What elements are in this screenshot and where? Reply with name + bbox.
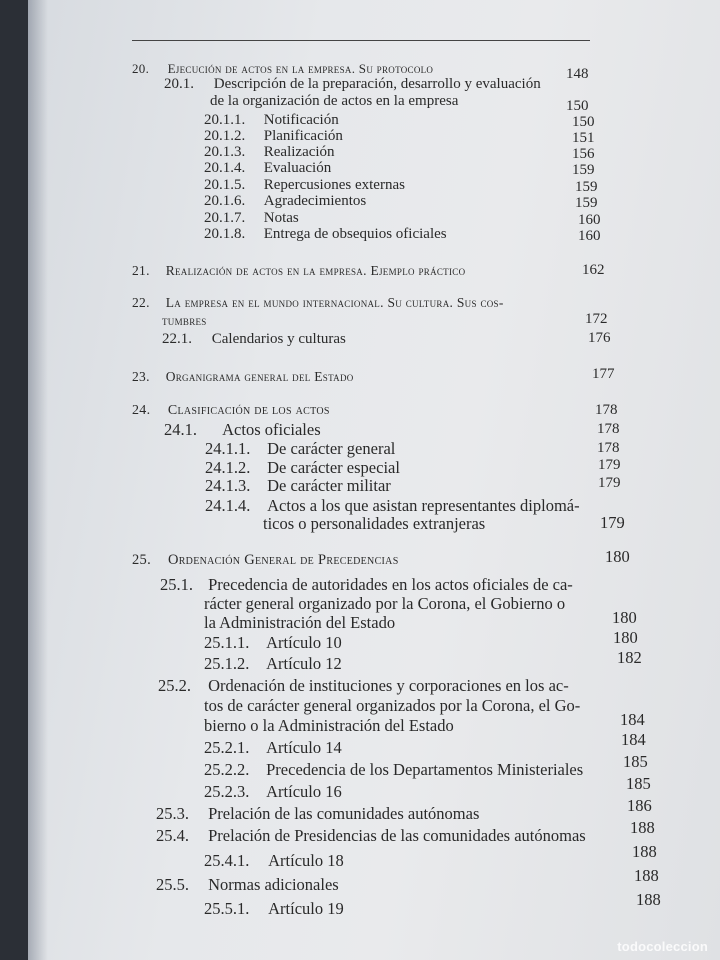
- entry-page: 178: [597, 421, 620, 437]
- entry-page: 178: [597, 440, 620, 456]
- toc-entry-25-1-1: [204, 633, 342, 652]
- entry-title: rácter general organizado por la Corona, el Gobierno o: [204, 594, 566, 613]
- toc-entry-25: [132, 552, 399, 569]
- entry-page: 185: [623, 752, 648, 771]
- entry-title: De carácter militar: [267, 476, 391, 495]
- toc-entry-20-1-1: [204, 112, 339, 129]
- entry-number: 25.4.: [156, 826, 189, 845]
- entry-number: 20.1.6.: [204, 193, 246, 209]
- entry-page: 188: [630, 818, 655, 837]
- entry-page: 180: [605, 547, 630, 566]
- entry-number: 24.1.: [164, 420, 197, 439]
- entry-title: Descripción de la preparación, desarrollo y evaluación: [213, 76, 541, 92]
- toc-entry-20-1-7: [204, 210, 299, 227]
- entry-page: 188: [632, 842, 657, 861]
- entry-title: Realización: [263, 144, 335, 160]
- entry-number: 24.1.3.: [205, 476, 251, 495]
- entry-number: 24.1.2.: [205, 458, 251, 477]
- entry-title: Clasificación de los actos: [167, 403, 330, 418]
- entry-title: bierno o la Administración del Estado: [204, 716, 454, 735]
- entry-number: 25.2.1.: [204, 738, 250, 757]
- entry-title: Entrega de obsequios oficiales: [263, 226, 447, 242]
- toc-entry-22: [132, 294, 504, 311]
- entry-number: 25.: [132, 552, 152, 568]
- entry-number: 22.: [132, 295, 150, 310]
- entry-number: 20.1.4.: [204, 160, 246, 176]
- entry-title: Repercusiones externas: [263, 177, 405, 193]
- entry-number: 25.2.: [158, 676, 191, 695]
- toc-entry-20-1-5: [204, 177, 405, 194]
- entry-page: 178: [595, 402, 618, 418]
- entry-page: 159: [575, 179, 598, 195]
- toc-entry-20-1-6: [204, 193, 366, 210]
- toc-entry-20-1-2: [204, 128, 343, 145]
- entry-title: Normas adicionales: [208, 875, 339, 894]
- entry-page: 186: [627, 796, 652, 815]
- entry-page: 180: [613, 628, 638, 647]
- entry-number: 20.1.2.: [204, 128, 246, 144]
- entry-title: Ordenación General de Precedencias: [167, 552, 399, 568]
- entry-number: 25.2.3.: [204, 782, 250, 801]
- entry-number: 23.: [132, 369, 150, 384]
- toc-entry-22-1: [162, 331, 346, 348]
- entry-number: 24.1.1.: [205, 439, 251, 458]
- toc-entry-25-5-1: [204, 899, 344, 918]
- entry-page: 148: [566, 66, 589, 82]
- entry-number: 25.2.2.: [204, 760, 250, 779]
- toc-entry-25-2-cont2: [204, 716, 454, 735]
- entry-title: tos de carácter general organizados por la Corona, el Go-: [204, 696, 581, 715]
- entry-page: 151: [572, 130, 595, 146]
- entry-number: 20.1.8.: [204, 226, 246, 242]
- entry-title: Precedencia de autoridades en los actos oficiales de ca-: [208, 575, 573, 594]
- toc-entry-24-1: [164, 420, 321, 439]
- toc-entry-20-1-8: [204, 226, 447, 243]
- entry-page: 184: [621, 730, 646, 749]
- entry-page: 150: [572, 114, 595, 130]
- watermark-logo: [617, 939, 708, 954]
- toc-entry-20-1-3: [204, 144, 335, 161]
- toc-entry-25-2-1: [204, 738, 342, 757]
- entry-title: De carácter general: [267, 439, 396, 458]
- entry-title: Realización de actos en la empresa. Ejemplo práctico: [165, 263, 466, 278]
- entry-number: 21.: [132, 263, 150, 278]
- toc-entry-25-1-cont2: [204, 613, 395, 632]
- entry-page: 156: [572, 146, 595, 162]
- watermark-text: todocoleccion: [617, 939, 708, 954]
- entry-number: 24.: [132, 403, 151, 418]
- entry-page: 176: [588, 330, 611, 346]
- entry-title: Ejecución de actos en la empresa. Su protocolo: [167, 61, 434, 76]
- toc-entry-25-4: [156, 826, 586, 845]
- entry-page: 159: [575, 195, 598, 211]
- entry-page: 185: [626, 774, 651, 793]
- entry-page: 188: [636, 890, 661, 909]
- toc-entry-20-1-4: [204, 160, 331, 177]
- entry-number: 25.3.: [156, 804, 189, 823]
- toc-entry-25-4-1: [204, 851, 344, 870]
- entry-page: 188: [634, 866, 659, 885]
- toc-entry-23: [132, 368, 354, 385]
- entry-page: 182: [617, 648, 642, 667]
- entry-title: Artículo 16: [266, 782, 342, 801]
- entry-title: Notas: [263, 210, 299, 226]
- entry-page: 172: [585, 311, 608, 327]
- entry-title: De carácter especial: [267, 458, 400, 477]
- toc-entry-25-3: [156, 804, 479, 823]
- entry-page: 159: [572, 162, 595, 178]
- toc-entry-24-1-2: [205, 458, 400, 477]
- entry-title: Prelación de las comunidades autónomas: [208, 804, 480, 823]
- entry-title: Evaluación: [263, 160, 332, 176]
- toc-entry-24: [132, 402, 330, 419]
- entry-title: Actos a los que asistan representantes diplomá-: [267, 496, 580, 515]
- toc-entry-25-2: [158, 676, 569, 695]
- toc-entry-24-1-3: [205, 476, 391, 495]
- entry-number: 25.5.: [156, 875, 189, 894]
- toc-entry-25-1: [160, 575, 573, 594]
- toc-entry-20-1: [164, 76, 541, 93]
- toc-entry-24-1-1: [205, 439, 395, 458]
- toc-entry-25-2-3: [204, 782, 342, 801]
- entry-title: Notificación: [263, 112, 339, 128]
- entry-title: Artículo 19: [268, 899, 344, 918]
- entry-title: Artículo 18: [268, 851, 344, 870]
- toc-entry-25-2-cont1: [204, 696, 580, 715]
- entry-number: 25.1.1.: [204, 633, 250, 652]
- toc-entry-25-2-2: [204, 760, 583, 779]
- entry-number: 20.1.5.: [204, 177, 246, 193]
- entry-title: tumbres: [162, 313, 207, 328]
- toc-entry-20-1-cont: [210, 93, 458, 110]
- entry-title: la Administración del Estado: [204, 613, 396, 632]
- entry-number: 24.1.4.: [205, 496, 251, 515]
- toc-entry-25-5: [156, 875, 339, 894]
- entry-number: 25.5.1.: [204, 899, 250, 918]
- entry-page: 179: [598, 475, 621, 491]
- entry-number: 20.: [132, 61, 150, 76]
- entry-title: Calendarios y culturas: [211, 331, 346, 347]
- entry-page: 150: [566, 98, 589, 114]
- entry-title: Artículo 14: [266, 738, 342, 757]
- entry-page: 160: [578, 228, 601, 244]
- toc-entry-25-1-2: [204, 654, 342, 673]
- entry-title: Precedencia de los Departamentos Ministeriales: [266, 760, 584, 779]
- toc-entry-24-1-4: [205, 496, 580, 515]
- entry-number: 20.1.7.: [204, 210, 246, 226]
- entry-number: 25.1.: [160, 575, 193, 594]
- entry-page: 160: [578, 212, 601, 228]
- entry-title: Artículo 10: [266, 633, 342, 652]
- entry-page: 179: [600, 513, 625, 532]
- entry-page: 184: [620, 710, 645, 729]
- entry-title: ticos o personalidades extranjeras: [263, 514, 486, 533]
- toc-entry-25-1-cont1: [204, 594, 565, 613]
- toc-entry-22-cont: [162, 312, 207, 329]
- entry-title: La empresa en el mundo internacional. Su cultura. Sus cos-: [165, 295, 504, 310]
- toc-entry-24-1-4-cont: [263, 514, 485, 533]
- entry-title: Actos oficiales: [222, 420, 321, 439]
- entry-title: Planificación: [263, 128, 343, 144]
- entry-page: 179: [598, 457, 621, 473]
- entry-number: 22.1.: [162, 331, 192, 347]
- entry-page: 162: [582, 262, 605, 278]
- entry-number: 20.1.3.: [204, 144, 246, 160]
- entry-title: Prelación de Presidencias de las comunidades autónomas: [208, 826, 586, 845]
- entry-title: Ordenación de instituciones y corporaciones en los ac-: [208, 676, 569, 695]
- entry-number: 25.4.1.: [204, 851, 250, 870]
- entry-title: de la organización de actos en la empresa: [210, 93, 459, 109]
- entry-title: Agradecimientos: [263, 193, 367, 209]
- entry-number: 25.1.2.: [204, 654, 250, 673]
- entry-number: 20.1.: [164, 76, 194, 92]
- entry-title: Organigrama general del Estado: [165, 369, 354, 384]
- toc-entry-21: [132, 262, 465, 279]
- toc-entry-20: [132, 60, 433, 77]
- entry-page: 180: [612, 608, 637, 627]
- entry-number: 20.1.1.: [204, 112, 246, 128]
- entry-page: 177: [592, 366, 615, 382]
- entry-title: Artículo 12: [266, 654, 342, 673]
